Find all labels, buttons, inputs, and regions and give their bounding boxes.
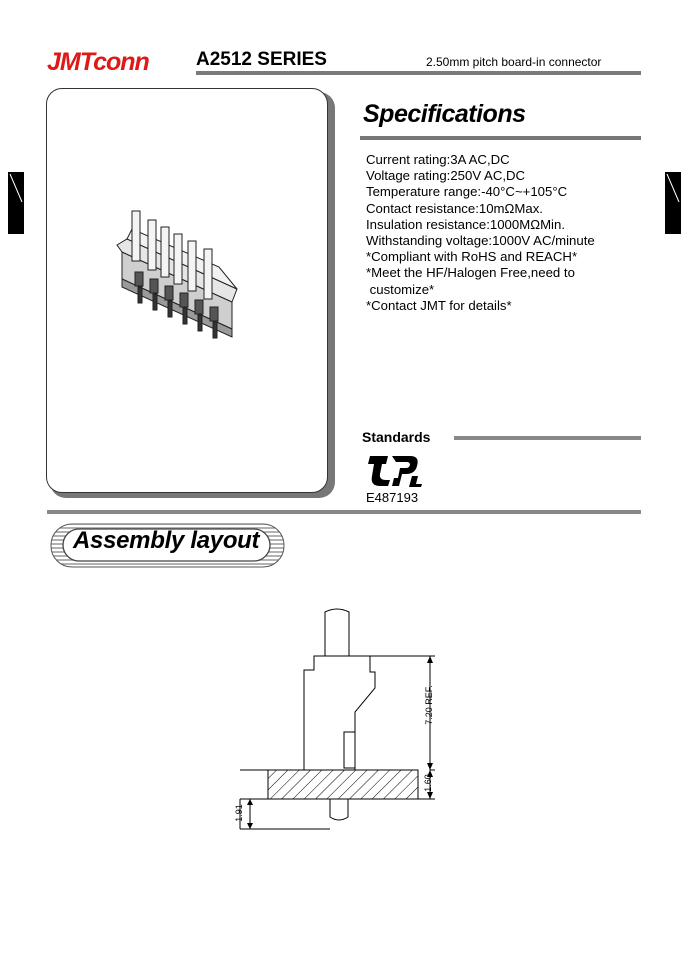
spec-item: Temperature range:-40°C~+105°C — [366, 184, 568, 200]
spec-item: Withstanding voltage:1000V AC/minute — [366, 233, 595, 249]
assembly-drawing — [220, 600, 450, 840]
standards-rule — [454, 436, 641, 440]
spec-item: *Contact JMT for details* — [366, 297, 512, 313]
dimension-board-thickness: 1.60 — [422, 774, 433, 792]
connector-illustration — [47, 89, 329, 494]
product-subtitle: 2.50mm pitch board-in connector — [426, 55, 602, 69]
header-rule — [196, 71, 641, 75]
spec-item: Contact resistance:10mΩMax. — [366, 200, 543, 216]
spec-item: Voltage rating:250V AC,DC — [366, 168, 526, 184]
spec-item: *Meet the HF/Halogen Free,need to — [366, 265, 575, 281]
spec-item: Current rating:3A AC,DC — [366, 152, 510, 167]
section-rule — [47, 510, 641, 514]
ul-recognized-mark-icon — [366, 452, 424, 488]
specifications-list — [366, 152, 595, 314]
standards-title: Standards — [362, 429, 431, 445]
series-title: A2512 SERIES — [196, 49, 327, 70]
right-page-tab — [665, 172, 681, 234]
certificate-number: E487193 — [366, 490, 419, 505]
spec-item: *Compliant with RoHS and REACH* — [366, 249, 578, 265]
spec-item: Insulation resistance:1000MΩMin. — [366, 216, 565, 232]
dimension-height-ref: 7.20 REF. — [423, 685, 434, 725]
left-page-tab — [8, 172, 24, 234]
specifications-rule — [360, 136, 641, 140]
assembly-title: Assembly layout — [73, 527, 260, 554]
product-photo-frame — [46, 88, 328, 493]
specifications-title: Specifications — [363, 100, 526, 128]
dimension-pin-length: 1.91 — [233, 804, 244, 822]
brand-logo: JMTconn — [47, 48, 149, 76]
spec-item: customize* — [366, 281, 435, 297]
